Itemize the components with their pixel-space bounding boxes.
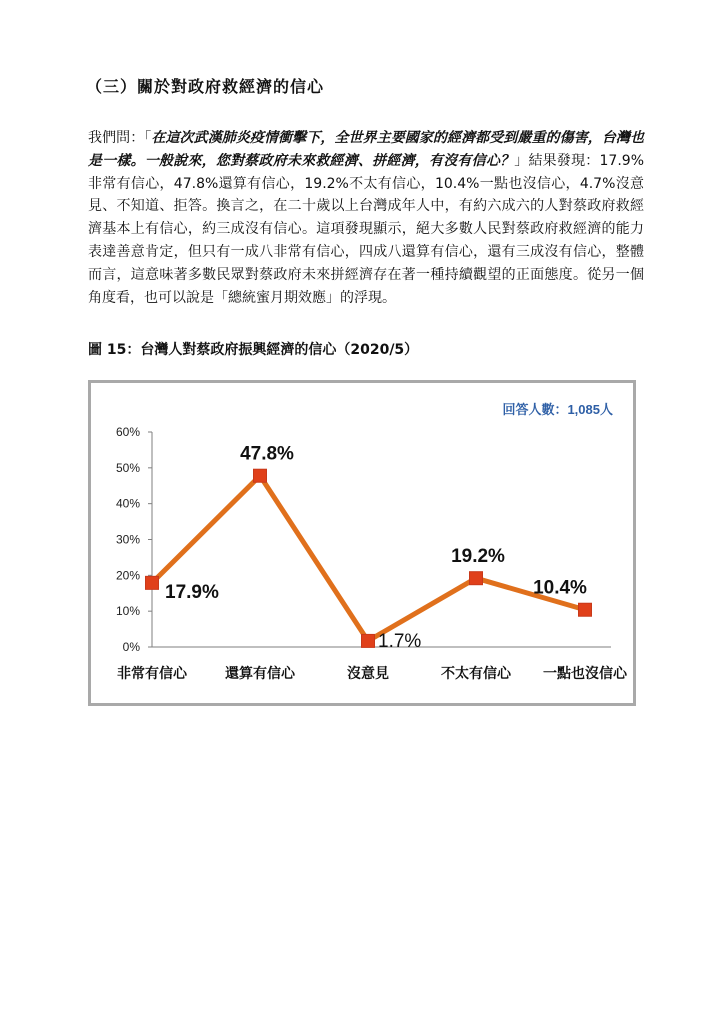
y-tick-label: 20%: [115, 568, 140, 583]
section-title: （三）關於對政府救經濟的信心: [86, 77, 325, 96]
survey-question: 在這次武漢肺炎疫情衝擊下，全世界主要國家的經濟都受到嚴重的傷害，台灣也是一樣。一般說來，您對蔡政府未來救經濟、拼經濟，有沒有信心？: [88, 130, 645, 169]
y-tick-label: 50%: [115, 460, 140, 475]
y-tick-label: 60%: [115, 425, 140, 439]
figure-caption: 圖 15：台灣人對蔡政府振興經濟的信心（2020/5）: [88, 342, 419, 358]
x-tick-label: 沒意見: [347, 665, 389, 681]
x-tick-label: 不太有信心: [441, 665, 511, 681]
respondents-note: 回答人數：1,085人: [502, 402, 613, 417]
data-label: 47.8%: [240, 443, 294, 465]
y-tick-label: 30%: [115, 532, 140, 547]
y-tick-label: 0%: [122, 640, 140, 654]
series-line: [152, 476, 585, 641]
paragraph-body: 」結果發現：17.9%非常有信心，47.8%還算有信心，19.2%不太有信心，10.4%一點也沒信心，4.7%沒意見、不知道、拒答。換言之，在二十歲以上台灣成年人中，有約六成六的人對蔡政府救經濟基本上有信心，約三成沒有信心。這項發現顯示，絕大多數人民對蔡政府救經濟的能力表達善意肯定，但只有一成八非常有信心，四成八還算有信心，還有三成沒有信心，整體而言，這意味著多數民眾對蔡政府未來拼經濟存在著一種持續觀望的正面態度。從另一個角度看，也可以說是「總統蜜月期效應」的浮現。: [88, 152, 644, 306]
data-label: 19.2%: [451, 546, 505, 568]
data-point-marker: [579, 603, 592, 616]
data-labels: [165, 444, 587, 652]
series-line-layer: [152, 476, 585, 641]
x-tick-label: 非常有信心: [117, 665, 187, 681]
data-point-marker: [254, 469, 267, 482]
body-paragraph: [88, 127, 644, 309]
data-point-marker: [146, 576, 159, 589]
data-label: 10.4%: [533, 577, 587, 599]
data-point-marker: [362, 634, 375, 647]
y-tick-label: 40%: [115, 496, 140, 511]
data-points: [146, 469, 592, 647]
paragraph-intro: 我們問：「: [88, 130, 152, 146]
x-tick-label: 一點也沒信心: [543, 665, 627, 681]
chart-frame: [88, 380, 636, 706]
data-point-marker: [470, 572, 483, 585]
data-label: 1.7%: [378, 630, 422, 652]
y-tick-label: 10%: [115, 604, 140, 619]
line-chart: [91, 383, 633, 703]
x-tick-label: 還算有信心: [225, 665, 295, 681]
data-label: 17.9%: [165, 581, 219, 603]
